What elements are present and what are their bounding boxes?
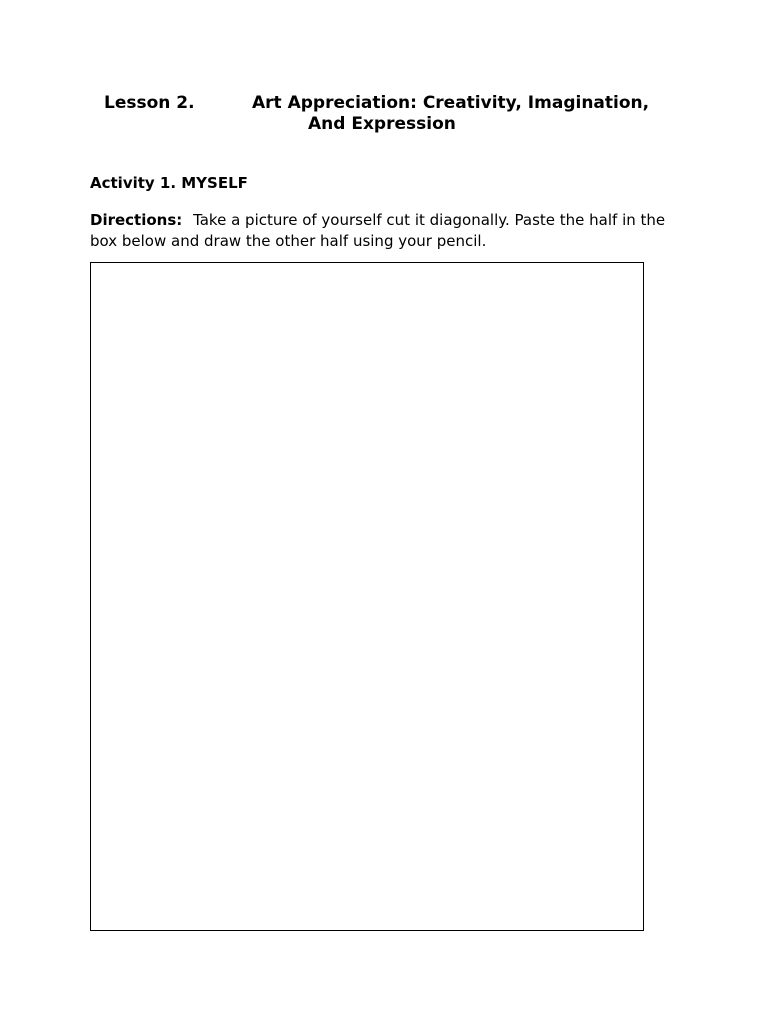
activity-heading: Activity 1. MYSELF — [90, 174, 248, 192]
directions-label: Directions: — [90, 211, 183, 229]
lesson-number: Lesson 2. — [104, 93, 195, 113]
lesson-title — [104, 93, 649, 113]
lesson-title-line1: Art Appreciation: Creativity, Imagination, — [252, 93, 650, 113]
directions-text: Take a picture of yourself cut it diagonally. Paste the half in the box below and draw the other half using your pencil. — [90, 211, 666, 250]
photo-drawing-box — [90, 262, 644, 931]
directions-paragraph — [90, 210, 690, 252]
lesson-title-line2: And Expression — [308, 114, 456, 134]
